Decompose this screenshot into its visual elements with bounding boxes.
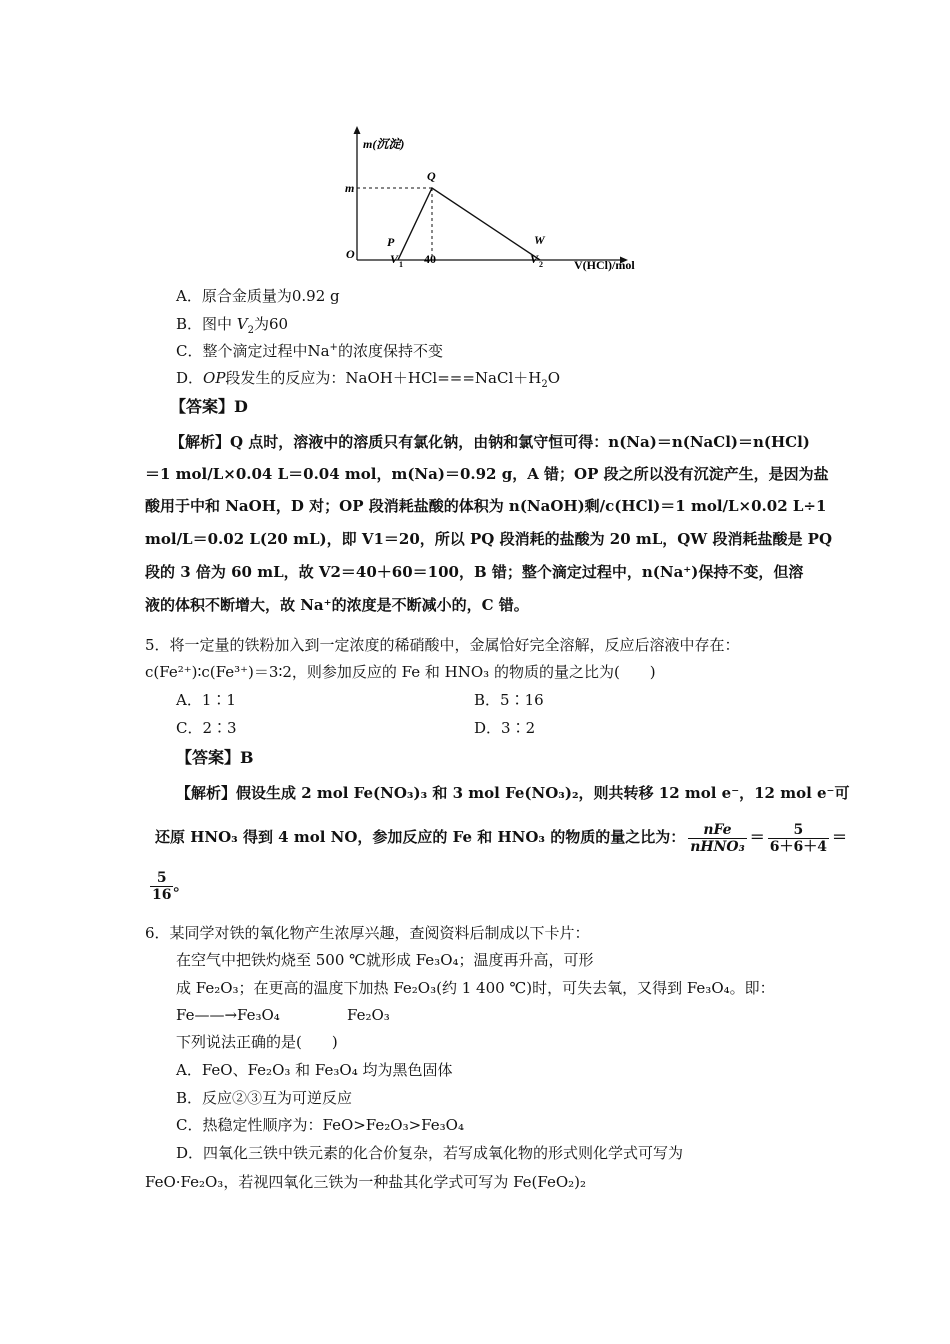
equals-sign-2: ＝ xyxy=(831,828,847,846)
y-axis-label: m(沉淀) xyxy=(363,137,405,151)
q4-option-c xyxy=(176,341,443,361)
q5-option-c: C．2∶3 xyxy=(176,719,237,737)
y-axis-arrow xyxy=(354,126,361,134)
q6-scheme-right: Fe₂O₃ xyxy=(347,1006,390,1024)
q5-option-b: B．5∶16 xyxy=(474,691,544,709)
q6-option-b: B．反应②③互为可逆反应 xyxy=(176,1089,353,1107)
q6-card-line-1: 在空气中把铁灼烧至 500 ℃就形成 Fe₃O₄；温度再升高，可形 xyxy=(176,951,594,969)
q6-card-line-2: 成 Fe₂O₃；在更高的温度下加热 Fe₂O₃(约 1 400 ℃)时，可失去氧，又得到 Fe₃O₄。即： xyxy=(176,979,775,997)
q5-explanation-line-3 xyxy=(150,868,189,903)
q6-stem: 6．某同学对铁的氧化物产生浓厚兴趣，查阅资料后制成以下卡片： xyxy=(145,924,590,942)
q6-scheme-left: Fe——→Fe₃O₄ xyxy=(176,1006,280,1024)
tick-40-label: 40 xyxy=(424,252,436,266)
m-label: m xyxy=(345,181,355,195)
q6-ask: 下列说法正确的是( ) xyxy=(176,1033,338,1051)
q6-option-d-line-2: FeO·Fe₂O₃，若视四氧化三铁为一种盐其化学式可写为 Fe(FeO₂)₂ xyxy=(145,1173,587,1191)
origin-label: O xyxy=(346,247,355,261)
q6-option-c: C．热稳定性顺序为：FeO>Fe₂O₃>Fe₃O₄ xyxy=(176,1116,464,1134)
q5-explanation-line-1: 【解析】假设生成 2 mol Fe(NO₃)₃ 和 3 mol Fe(NO₃)₂，则共转移 12 mol e⁻，12 mol e⁻可 xyxy=(176,784,850,802)
q6-option-d-line-1: D．四氧化三铁中铁元素的化合价复杂，若写成氧化物的形式则化学式可写为 xyxy=(176,1144,684,1162)
q5-answer: 【答案】B xyxy=(176,748,254,767)
q5-option-d: D．3∶2 xyxy=(474,719,536,737)
q4-option-d-op: OP xyxy=(203,369,226,387)
q4-option-d xyxy=(176,368,560,388)
q5-explanation-line-2 xyxy=(155,817,847,857)
q4-option-b-pre: B．图中 xyxy=(176,315,237,333)
fraction-5-over-sum-num: 5 xyxy=(793,821,804,838)
fraction-fe-hno3 xyxy=(688,822,747,855)
q4-explanation-line-3: 酸用于中和 NaOH，D 对；OP 段消耗盐酸的体积为 n(NaOH)剩/c(HCl)＝1 mol/L×0.02 L÷1 xyxy=(145,497,827,515)
q4-option-b xyxy=(176,314,288,334)
fraction-fe-hno3-num: nFe xyxy=(703,821,732,838)
q4-explanation-line-1: 【解析】Q 点时，溶液中的溶质只有氯化钠，由钠和氯守恒可得：n(Na)＝n(NaCl)＝n(HCl) xyxy=(170,433,810,451)
fraction-5-16-num: 5 xyxy=(156,869,167,886)
fraction-5-16-den: 16 xyxy=(152,886,172,903)
q4-option-d-post: 段发生的反应为：NaOH＋HCl===NaCl＋H xyxy=(225,369,542,387)
v1-sub-label: 1 xyxy=(399,260,403,269)
q4-answer: 【答案】D xyxy=(170,397,248,416)
v2-label: V xyxy=(530,252,539,266)
q5-explanation-end: 。 xyxy=(173,876,189,894)
q4-explanation-line-6: 液的体积不断增大，故 Na⁺的浓度是不断减小的，C 错。 xyxy=(145,596,529,614)
x-axis-label: V(HCl)/mol xyxy=(574,258,635,272)
v2-sub-label: 2 xyxy=(539,260,543,269)
q4-explanation-line-2: ＝1 mol/L×0.04 L＝0.04 mol，m(Na)＝0.92 g，A 错；OP 段之所以没有沉淀产生，是因为盐 xyxy=(145,465,829,483)
point-w-label: W xyxy=(534,233,545,247)
q5-stem-line-1: 5．将一定量的铁粉加入到一定浓度的稀硝酸中，金属恰好完全溶解，反应后溶液中存在： xyxy=(145,636,740,654)
q4-option-c-post: 的浓度保持不变 xyxy=(337,342,443,360)
q4-explanation-line-4: mol/L＝0.02 L(20 mL)，即 V1＝20，所以 PQ 段消耗的盐酸为 20 mL，QW 段消耗盐酸是 PQ xyxy=(145,530,833,548)
precipitate-graph xyxy=(330,120,660,280)
fraction-fe-hno3-den: nHNO₃ xyxy=(690,838,745,855)
q4-option-a: A．原合金质量为0.92 g xyxy=(176,287,340,305)
q5-explanation-line-2-text: 还原 HNO₃ 得到 4 mol NO，参加反应的 Fe 和 HNO₃ 的物质的量之比为： xyxy=(155,828,686,846)
q5-stem-line-2: c(Fe²⁺)∶c(Fe³⁺)＝3∶2，则参加反应的 Fe 和 HNO₃ 的物质的量之比为( ) xyxy=(145,663,656,681)
q4-explanation-line-5: 段的 3 倍为 60 mL，故 V2＝40＋60＝100，B 错；整个滴定过程中，n(Na⁺)保持不变，但溶 xyxy=(145,563,804,581)
q4-option-b-post: 为60 xyxy=(254,315,289,333)
equals-sign-1: ＝ xyxy=(749,828,765,846)
precipitate-curve xyxy=(398,188,540,260)
point-p-label: P xyxy=(387,235,395,249)
q4-option-b-v: V xyxy=(236,315,248,333)
point-q-label: Q xyxy=(427,169,436,183)
q4-option-b-sub: 2 xyxy=(247,325,255,336)
q5-option-a: A．1∶1 xyxy=(176,691,236,709)
q4-option-d-pre: D． xyxy=(176,369,204,387)
q4-option-c-pre: C．整个滴定过程中Na xyxy=(176,342,330,360)
q4-option-c-sup: + xyxy=(329,342,338,353)
q6-option-a: A．FeO、Fe₂O₃ 和 Fe₃O₄ 均为黑色固体 xyxy=(176,1061,453,1079)
q4-option-d-sub: 2 xyxy=(541,379,548,390)
fraction-5-over-sum xyxy=(768,822,829,855)
v1-label: V xyxy=(390,252,399,266)
fraction-5-over-sum-den: 6＋6＋4 xyxy=(769,838,827,855)
q4-option-d-end: O xyxy=(547,369,561,387)
fraction-5-16 xyxy=(150,870,173,903)
